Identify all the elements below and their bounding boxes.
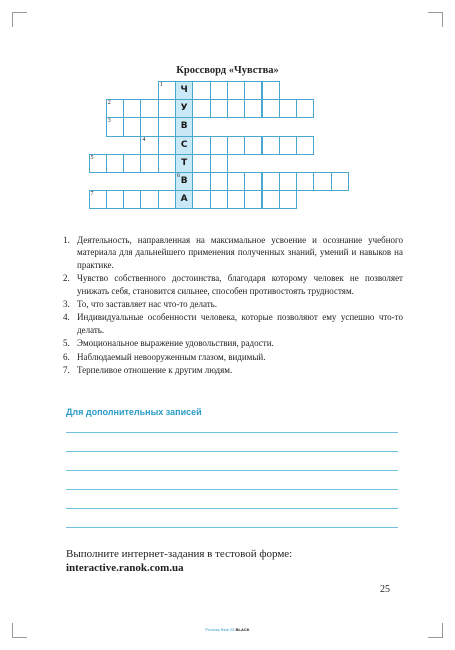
clue-item-text: Терпеливое отношение к другим людям.	[77, 365, 233, 376]
crossword-title: Кроссворд «Чувства»	[176, 65, 279, 76]
notes-title: Для дополнительных записей	[66, 407, 202, 417]
clue-item-text: Деятельность, направленная на максимальное усвоение и осознание учебного материала для дальнейшего применения полученных знаний, умений и навыков на практике.	[77, 235, 403, 270]
clue-item-number: 4.	[63, 312, 70, 323]
grid-cell[interactable]	[89, 154, 107, 173]
grid-cell[interactable]	[140, 190, 158, 209]
grid-cell[interactable]	[192, 81, 210, 100]
grid-cell[interactable]	[210, 172, 228, 191]
grid-cell[interactable]	[123, 117, 141, 136]
crossword-grid	[0, 0, 455, 240]
key-cell[interactable]	[175, 172, 193, 191]
key-cell[interactable]	[175, 154, 193, 173]
grid-cell[interactable]	[227, 99, 245, 118]
grid-cell[interactable]	[106, 99, 124, 118]
clue-item	[63, 351, 403, 363]
clue-number: 2	[107, 100, 111, 107]
grid-cell[interactable]	[279, 190, 297, 209]
grid-cell[interactable]	[140, 136, 158, 155]
clue-item-number: 5.	[63, 338, 70, 349]
grid-cell[interactable]	[140, 99, 158, 118]
grid-cell[interactable]	[140, 117, 158, 136]
key-letter: С	[180, 139, 188, 150]
key-letter: Т	[181, 157, 188, 168]
grid-cell[interactable]	[262, 81, 280, 100]
grid-cell[interactable]	[296, 136, 314, 155]
clue-list	[63, 234, 403, 377]
grid-cell[interactable]	[123, 190, 141, 209]
clue-item-text: Эмоциональное выражение удовольствия, радости.	[77, 338, 274, 349]
clue-item	[63, 311, 403, 336]
grid-cell[interactable]	[244, 136, 262, 155]
note-line[interactable]	[66, 451, 398, 452]
note-line[interactable]	[66, 527, 398, 528]
key-cell[interactable]	[175, 99, 193, 118]
clue-item-text: Наблюдаемый невооруженным глазом, видимый.	[77, 351, 266, 362]
grid-cell[interactable]	[262, 136, 280, 155]
grid-cell[interactable]	[227, 81, 245, 100]
grid-cell[interactable]	[192, 154, 210, 173]
grid-cell[interactable]	[279, 136, 297, 155]
grid-cell[interactable]	[106, 190, 124, 209]
grid-cell[interactable]	[140, 154, 158, 173]
key-cell[interactable]	[175, 136, 193, 155]
grid-cell[interactable]	[331, 172, 349, 191]
clue-item	[63, 337, 403, 349]
grid-cell[interactable]	[106, 117, 124, 136]
grid-cell[interactable]	[244, 81, 262, 100]
note-line[interactable]	[66, 470, 398, 471]
grid-cell[interactable]	[210, 136, 228, 155]
clue-item-text: Чувство собственного достоинства, благодаря которому человек не позволяет унижать себя, становится сильнее, способен противостоять трудностям.	[77, 273, 403, 296]
print-color-label: Process Blue 25	[205, 627, 235, 632]
grid-cell[interactable]	[279, 99, 297, 118]
clue-item-number: 3.	[63, 299, 70, 310]
grid-cell[interactable]	[192, 172, 210, 191]
clue-item-number: 1.	[63, 235, 70, 245]
grid-cell[interactable]	[244, 99, 262, 118]
grid-cell[interactable]	[262, 190, 280, 209]
clue-item-number: 7.	[63, 365, 70, 376]
grid-cell[interactable]	[158, 81, 176, 100]
grid-cell[interactable]	[192, 136, 210, 155]
grid-cell[interactable]	[244, 190, 262, 209]
grid-cell[interactable]	[262, 172, 280, 191]
note-line[interactable]	[66, 508, 398, 509]
key-letter: Ч	[180, 85, 188, 95]
grid-cell[interactable]	[158, 190, 176, 209]
key-letter: А	[180, 194, 188, 205]
grid-cell[interactable]	[210, 81, 228, 100]
clue-item-number: 2.	[63, 273, 70, 284]
footer-link[interactable]: interactive.ranok.com.ua	[66, 562, 184, 574]
clue-item	[63, 272, 403, 297]
clue-number: 4	[142, 136, 146, 143]
grid-cell[interactable]	[227, 136, 245, 155]
key-cell[interactable]	[175, 190, 193, 209]
grid-cell[interactable]	[210, 190, 228, 209]
clue-item	[63, 298, 403, 310]
grid-cell[interactable]	[158, 136, 176, 155]
grid-cell[interactable]	[244, 172, 262, 191]
clue-number: 6	[177, 173, 180, 179]
grid-cell[interactable]	[158, 154, 176, 173]
grid-cell[interactable]	[210, 154, 228, 173]
grid-cell[interactable]	[262, 99, 280, 118]
clue-item	[63, 234, 403, 271]
grid-cell[interactable]	[106, 154, 124, 173]
footer-instruction: Выполните интернет-задания в тестовой форме:	[66, 548, 293, 560]
key-cell[interactable]	[175, 117, 193, 136]
print-color-mark	[0, 627, 455, 632]
grid-cell[interactable]	[89, 190, 107, 209]
grid-cell[interactable]	[158, 117, 176, 136]
grid-cell[interactable]	[296, 99, 314, 118]
grid-cell[interactable]	[296, 172, 314, 191]
print-black-label: BLACK	[235, 627, 250, 632]
clue-number: 5	[90, 154, 94, 161]
key-letter: В	[180, 176, 188, 186]
key-letter: У	[180, 103, 188, 114]
grid-cell[interactable]	[210, 99, 228, 118]
clue-item-text: То, что заставляет нас что-то делать.	[77, 299, 218, 310]
clue-item	[63, 364, 403, 376]
clue-number: 7	[90, 191, 94, 198]
clue-number: 1	[159, 82, 163, 88]
page-number: 25	[380, 584, 390, 595]
clue-number: 3	[107, 118, 111, 125]
grid-cell[interactable]	[192, 99, 210, 118]
clue-item-number: 6.	[63, 351, 70, 362]
grid-cell[interactable]	[123, 154, 141, 173]
grid-cell[interactable]	[123, 99, 141, 118]
note-line[interactable]	[66, 432, 398, 433]
clue-item-text: Индивидуальные особенности человека, которые позволяют ему успешно что-то делать.	[77, 312, 403, 335]
grid-cell[interactable]	[227, 172, 245, 191]
grid-cell[interactable]	[313, 172, 331, 191]
grid-cell[interactable]	[192, 190, 210, 209]
key-cell[interactable]	[175, 81, 193, 100]
key-letter: В	[180, 121, 188, 132]
grid-cell[interactable]	[158, 99, 176, 118]
note-line[interactable]	[66, 489, 398, 490]
grid-cell[interactable]	[279, 172, 297, 191]
grid-cell[interactable]	[227, 190, 245, 209]
